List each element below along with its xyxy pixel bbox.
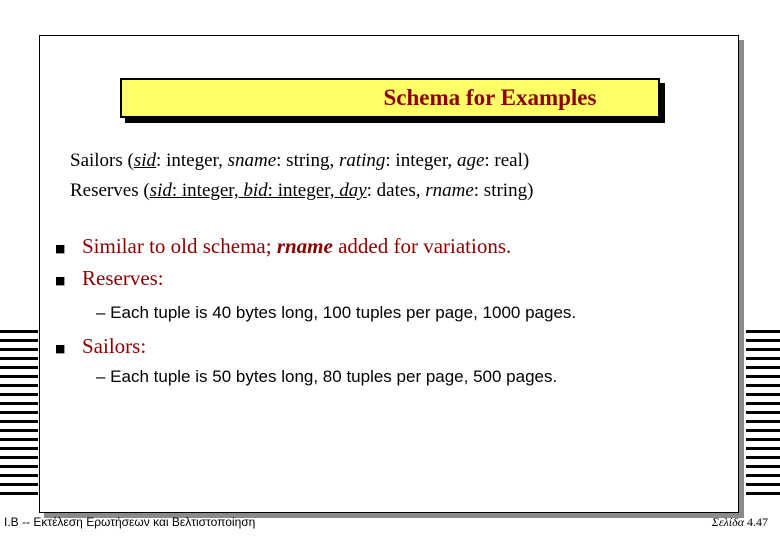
title-box: [120, 78, 660, 118]
schema-relation-name: Sailors (: [70, 150, 134, 171]
bullet-text: Similar to old schema;: [82, 234, 277, 258]
schema-reserves: [70, 180, 533, 202]
schema-type: : string): [473, 180, 534, 201]
schema-type: : integer,: [267, 180, 340, 201]
schema-attr: rating: [338, 150, 386, 171]
schema-type: : dates,: [366, 180, 426, 201]
schema-relation-name: Reserves (: [70, 180, 150, 201]
schema-key-attr: sid: [149, 180, 172, 201]
schema-attr: age: [456, 150, 485, 171]
schema-type: : integer,: [171, 180, 244, 201]
schema-type: : integer,: [156, 150, 228, 171]
decorative-lines-left: [0, 330, 38, 501]
bullet-text: added for variations.: [332, 234, 512, 258]
schema-sailors: [70, 150, 529, 172]
square-bullet-icon: ■: [55, 274, 66, 287]
decorative-lines-right: [746, 330, 780, 501]
footer-page-label: Σελίδα: [711, 515, 744, 529]
schema-type: : string,: [276, 150, 339, 171]
schema-type: : integer,: [385, 150, 457, 171]
footer-course-title: I.B -- Εκτέλεση Ερωτήσεων και Βελτιστοποίηση: [4, 515, 256, 529]
schema-key-attr: sid: [133, 150, 157, 171]
bullet-item: Sailors:: [82, 334, 147, 358]
square-bullet-icon: ■: [55, 342, 66, 355]
schema-type: : real): [484, 150, 530, 171]
schema-key-attr: bid: [243, 180, 268, 201]
square-bullet-icon: ■: [55, 242, 66, 255]
footer-page-number: 4.47: [747, 515, 768, 529]
bullet-keyword: rname: [276, 234, 333, 258]
schema-key-attr: day: [339, 180, 367, 201]
sub-item: – Each tuple is 40 bytes long, 100 tuples per page, 1000 pages.: [96, 303, 577, 322]
page-title: Schema for Examples: [383, 85, 597, 110]
schema-attr: rname: [425, 180, 474, 201]
sub-item: – Each tuple is 50 bytes long, 80 tuples per page, 500 pages.: [96, 367, 558, 386]
bullet-item: Reserves:: [82, 266, 164, 290]
footer-page: [712, 515, 768, 530]
schema-attr: sname: [227, 150, 277, 171]
bullet-item: [82, 234, 511, 259]
